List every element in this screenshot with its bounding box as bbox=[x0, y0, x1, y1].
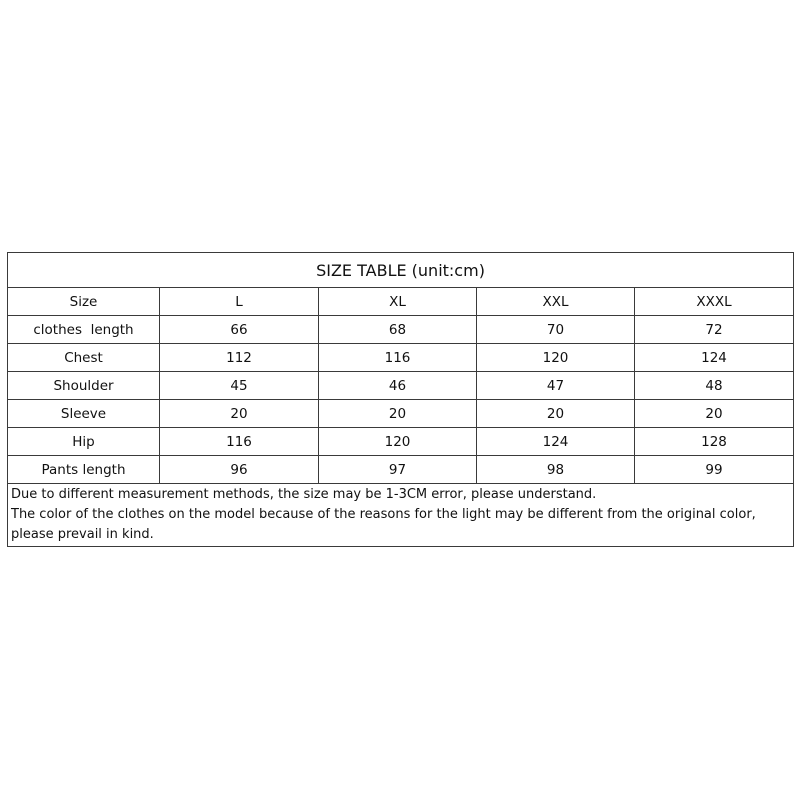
table-cell: 120 bbox=[319, 428, 477, 456]
table-cell: 20 bbox=[635, 400, 794, 428]
header-col-xl: XL bbox=[319, 288, 477, 316]
header-col-xxl: XXL bbox=[477, 288, 635, 316]
table-cell: 20 bbox=[319, 400, 477, 428]
table-cell: 97 bbox=[319, 456, 477, 484]
header-row bbox=[8, 288, 794, 316]
table-row bbox=[8, 316, 794, 344]
table-row bbox=[8, 372, 794, 400]
title-row bbox=[8, 253, 794, 288]
table-row bbox=[8, 428, 794, 456]
table-cell: 120 bbox=[477, 344, 635, 372]
table-cell: 45 bbox=[160, 372, 319, 400]
note-measurement: Due to different measurement methods, the size may be 1-3CM error, please understand. bbox=[11, 487, 597, 502]
table-cell: 124 bbox=[635, 344, 794, 372]
header-size-label: Size bbox=[8, 288, 160, 316]
table-cell: 66 bbox=[160, 316, 319, 344]
note-color: The color of the clothes on the model because of the reasons for the light may be different from the original color, please prevail in kind. bbox=[11, 507, 756, 542]
table-row bbox=[8, 400, 794, 428]
table-cell: 96 bbox=[160, 456, 319, 484]
row-label: clothes length bbox=[8, 316, 160, 344]
table-cell: 116 bbox=[319, 344, 477, 372]
table-cell: 47 bbox=[477, 372, 635, 400]
table-cell: 128 bbox=[635, 428, 794, 456]
table-cell: 20 bbox=[160, 400, 319, 428]
table-row bbox=[8, 456, 794, 484]
notes-cell bbox=[8, 484, 794, 547]
row-label: Shoulder bbox=[8, 372, 160, 400]
table-cell: 20 bbox=[477, 400, 635, 428]
table-cell: 99 bbox=[635, 456, 794, 484]
header-col-xxxl: XXXL bbox=[635, 288, 794, 316]
table-row bbox=[8, 344, 794, 372]
row-label: Hip bbox=[8, 428, 160, 456]
table-cell: 70 bbox=[477, 316, 635, 344]
table-cell: 68 bbox=[319, 316, 477, 344]
size-table bbox=[7, 252, 794, 547]
table-cell: 72 bbox=[635, 316, 794, 344]
row-label: Chest bbox=[8, 344, 160, 372]
row-label: Sleeve bbox=[8, 400, 160, 428]
header-col-l: L bbox=[160, 288, 319, 316]
table-cell: 98 bbox=[477, 456, 635, 484]
table-cell: 48 bbox=[635, 372, 794, 400]
table-title: SIZE TABLE (unit:cm) bbox=[8, 253, 794, 288]
notes-row bbox=[8, 484, 794, 547]
table-cell: 46 bbox=[319, 372, 477, 400]
row-label: Pants length bbox=[8, 456, 160, 484]
table-cell: 112 bbox=[160, 344, 319, 372]
table-cell: 124 bbox=[477, 428, 635, 456]
table-cell: 116 bbox=[160, 428, 319, 456]
